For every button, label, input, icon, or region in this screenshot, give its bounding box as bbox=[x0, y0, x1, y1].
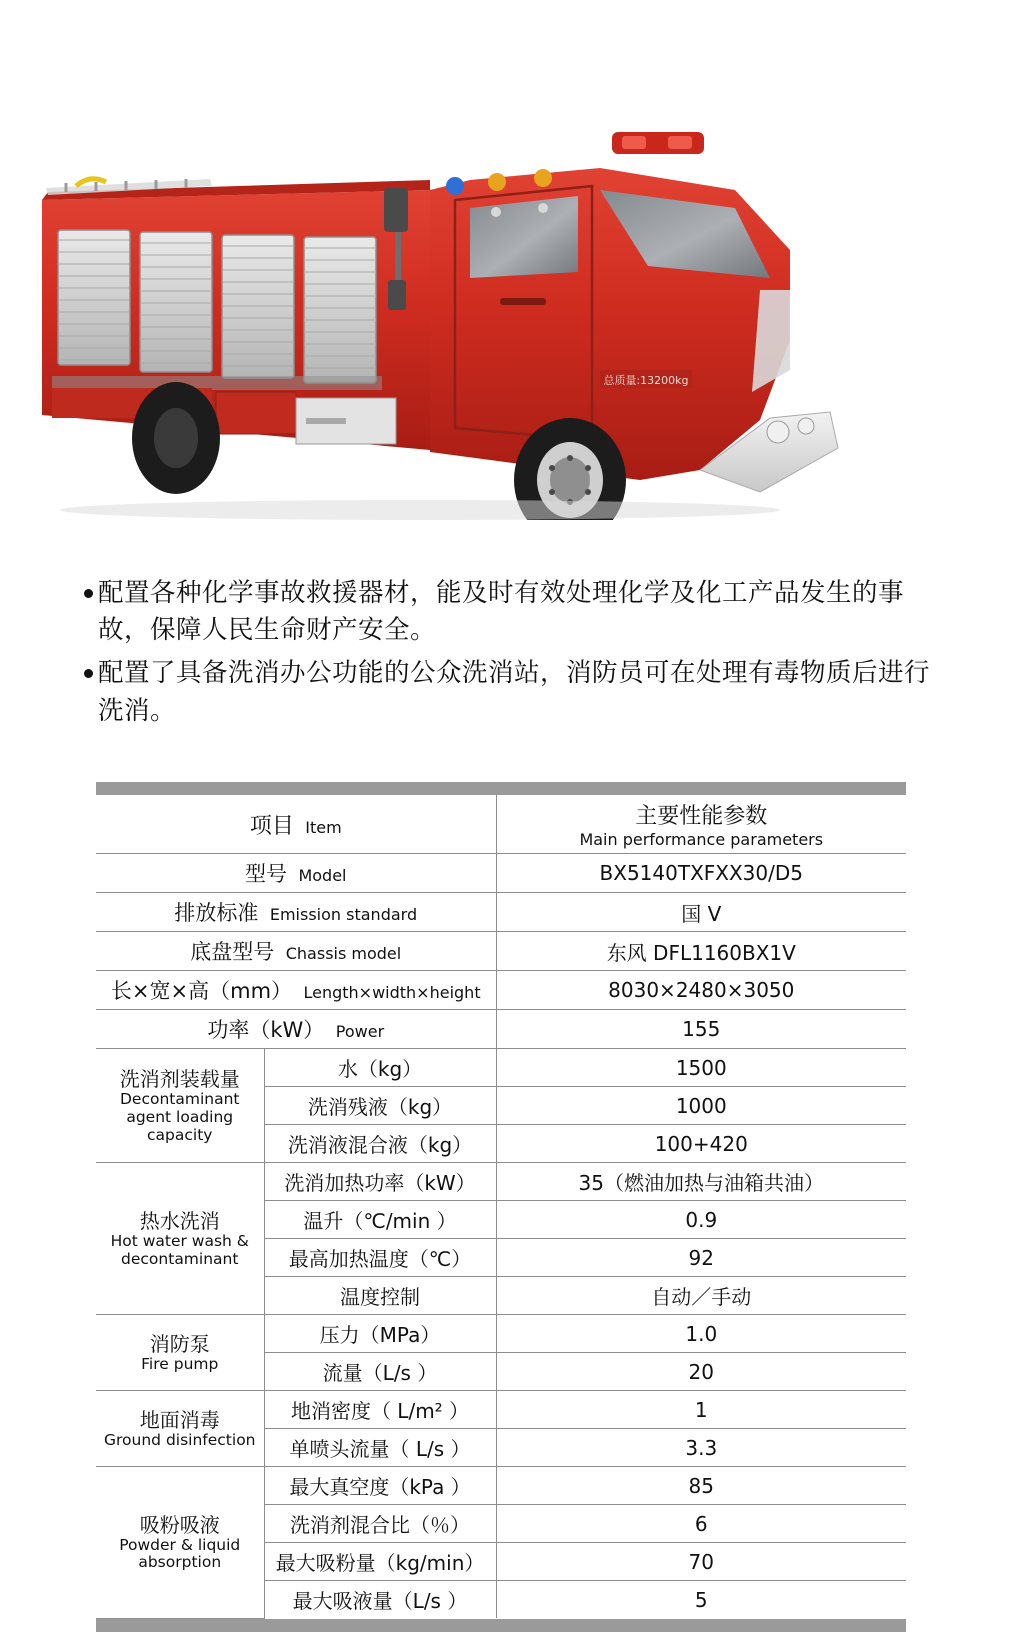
bullet-dot-icon bbox=[84, 589, 93, 598]
row-value: 92 bbox=[496, 1239, 906, 1277]
group-label-cn: 地面消毒 bbox=[139, 1407, 220, 1432]
row-label-en: Chassis model bbox=[285, 944, 402, 964]
row-value: 85 bbox=[496, 1467, 906, 1505]
header-item-cell bbox=[96, 795, 496, 854]
row-value: 20 bbox=[496, 1353, 906, 1391]
row-value: 0.9 bbox=[496, 1201, 906, 1239]
table-row bbox=[96, 932, 906, 971]
row-value: 1 bbox=[496, 1391, 906, 1429]
header-param-cell bbox=[496, 795, 906, 854]
table-row bbox=[96, 1391, 906, 1429]
row-value: BX5140TXFXX30/D5 bbox=[496, 854, 906, 893]
table-top-bar bbox=[96, 782, 906, 795]
row-label: 地消密度（ L/m² ） bbox=[264, 1391, 496, 1429]
row-label: 流量（L/s ） bbox=[264, 1353, 496, 1391]
row-value: 3.3 bbox=[496, 1429, 906, 1467]
row-label bbox=[96, 1010, 496, 1049]
header-param-cn: 主要性能参数 bbox=[635, 804, 768, 829]
bullet-text: 配置了具备洗消办公功能的公众洗消站，消防员可在处理有毒物质后进行洗消。 bbox=[98, 658, 931, 726]
table-header-row bbox=[96, 795, 906, 854]
group-label-en: Hot water wash & decontaminant bbox=[110, 1231, 249, 1268]
group-label-cn: 热水洗消 bbox=[139, 1208, 220, 1233]
table-row bbox=[96, 1315, 906, 1353]
spec-table-wrapper bbox=[96, 782, 906, 1632]
table-row bbox=[96, 1049, 906, 1087]
row-label bbox=[96, 932, 496, 971]
header-param-en: Main performance parameters bbox=[579, 830, 824, 849]
group-label bbox=[96, 1049, 264, 1163]
group-label-cn: 吸粉吸液 bbox=[139, 1512, 220, 1537]
row-label-en: Model bbox=[298, 866, 347, 886]
group-label bbox=[96, 1163, 264, 1315]
table-row bbox=[96, 971, 906, 1010]
row-value: 1000 bbox=[496, 1087, 906, 1125]
list-item bbox=[84, 575, 944, 649]
row-value: 5 bbox=[496, 1581, 906, 1619]
row-value: 70 bbox=[496, 1543, 906, 1581]
header-item-cn: 项目 bbox=[249, 813, 294, 839]
row-value: 国 V bbox=[496, 893, 906, 932]
header-item-en: Item bbox=[305, 817, 342, 837]
specifications-table bbox=[96, 795, 906, 1619]
row-label: 压力（MPa） bbox=[264, 1315, 496, 1353]
row-label: 水（kg） bbox=[264, 1049, 496, 1087]
row-label-cn: 型号 bbox=[245, 862, 287, 887]
group-label-en: Powder & liquid absorption bbox=[119, 1535, 241, 1572]
row-label: 最大吸液量（L/s ） bbox=[264, 1581, 496, 1619]
table-row bbox=[96, 1467, 906, 1505]
row-label: 洗消加热功率（kW） bbox=[264, 1163, 496, 1201]
table-row bbox=[96, 1163, 906, 1201]
row-value: 155 bbox=[496, 1010, 906, 1049]
fire-truck-figure bbox=[0, 40, 1013, 520]
row-value: 东风 DFL1160BX1V bbox=[496, 932, 906, 971]
row-label: 最大吸粉量（kg/min） bbox=[264, 1543, 496, 1581]
fire-truck-illustration bbox=[0, 40, 1013, 520]
row-label: 温度控制 bbox=[264, 1277, 496, 1315]
group-label-en: Decontaminant agent loading capacity bbox=[119, 1089, 240, 1144]
row-label-cn: 功率（kW） bbox=[207, 1018, 325, 1043]
row-label bbox=[96, 971, 496, 1010]
table-bottom-bar bbox=[96, 1619, 906, 1632]
gross-weight-text: 总质量:13200kg bbox=[603, 374, 689, 387]
row-label: 最高加热温度（℃） bbox=[264, 1239, 496, 1277]
group-label-cn: 消防泵 bbox=[149, 1331, 210, 1356]
row-value: 8030×2480×3050 bbox=[496, 971, 906, 1010]
truck-light-bar bbox=[612, 132, 704, 154]
row-label: 洗消液混合液（kg） bbox=[264, 1125, 496, 1163]
group-label bbox=[96, 1467, 264, 1619]
group-label bbox=[96, 1315, 264, 1391]
row-value: 6 bbox=[496, 1505, 906, 1543]
row-label-cn: 排放标准 bbox=[174, 901, 259, 926]
row-label-en: Emission standard bbox=[269, 905, 418, 925]
list-item bbox=[84, 655, 944, 729]
group-label bbox=[96, 1391, 264, 1467]
row-value: 1.0 bbox=[496, 1315, 906, 1353]
row-value: 1500 bbox=[496, 1049, 906, 1087]
row-label-en: Power bbox=[335, 1022, 385, 1042]
row-label: 洗消剂混合比（％） bbox=[264, 1505, 496, 1543]
group-label-en: Fire pump bbox=[141, 1354, 219, 1373]
table-row bbox=[96, 854, 906, 893]
group-label-cn: 洗消剂装载量 bbox=[119, 1066, 240, 1091]
row-value: 自动／手动 bbox=[496, 1277, 906, 1315]
ground-shadow bbox=[60, 500, 780, 520]
bullet-text: 配置各种化学事故救援器材，能及时有效处理化学及化工产品发生的事故，保障人民生命财产安全。 bbox=[98, 578, 905, 646]
row-label: 最大真空度（kPa ） bbox=[264, 1467, 496, 1505]
row-value: 35（燃油加热与油箱共油） bbox=[496, 1163, 906, 1201]
row-label-en: Length×width×height bbox=[303, 983, 481, 1003]
row-label-cn: 底盘型号 bbox=[190, 940, 275, 965]
table-row bbox=[96, 1010, 906, 1049]
row-label-cn: 长×宽×高（mm） bbox=[110, 979, 293, 1004]
table-row bbox=[96, 893, 906, 932]
row-label: 单喷头流量（ L/s ） bbox=[264, 1429, 496, 1467]
bullet-dot-icon bbox=[84, 669, 93, 678]
row-label: 洗消残液（kg） bbox=[264, 1087, 496, 1125]
group-label-en: Ground disinfection bbox=[104, 1430, 256, 1449]
row-label bbox=[96, 854, 496, 893]
row-value: 100+420 bbox=[496, 1125, 906, 1163]
row-label: 温升（℃/min ） bbox=[264, 1201, 496, 1239]
truck-lower-panels bbox=[52, 376, 396, 444]
row-label bbox=[96, 893, 496, 932]
feature-bullet-list bbox=[84, 575, 944, 736]
